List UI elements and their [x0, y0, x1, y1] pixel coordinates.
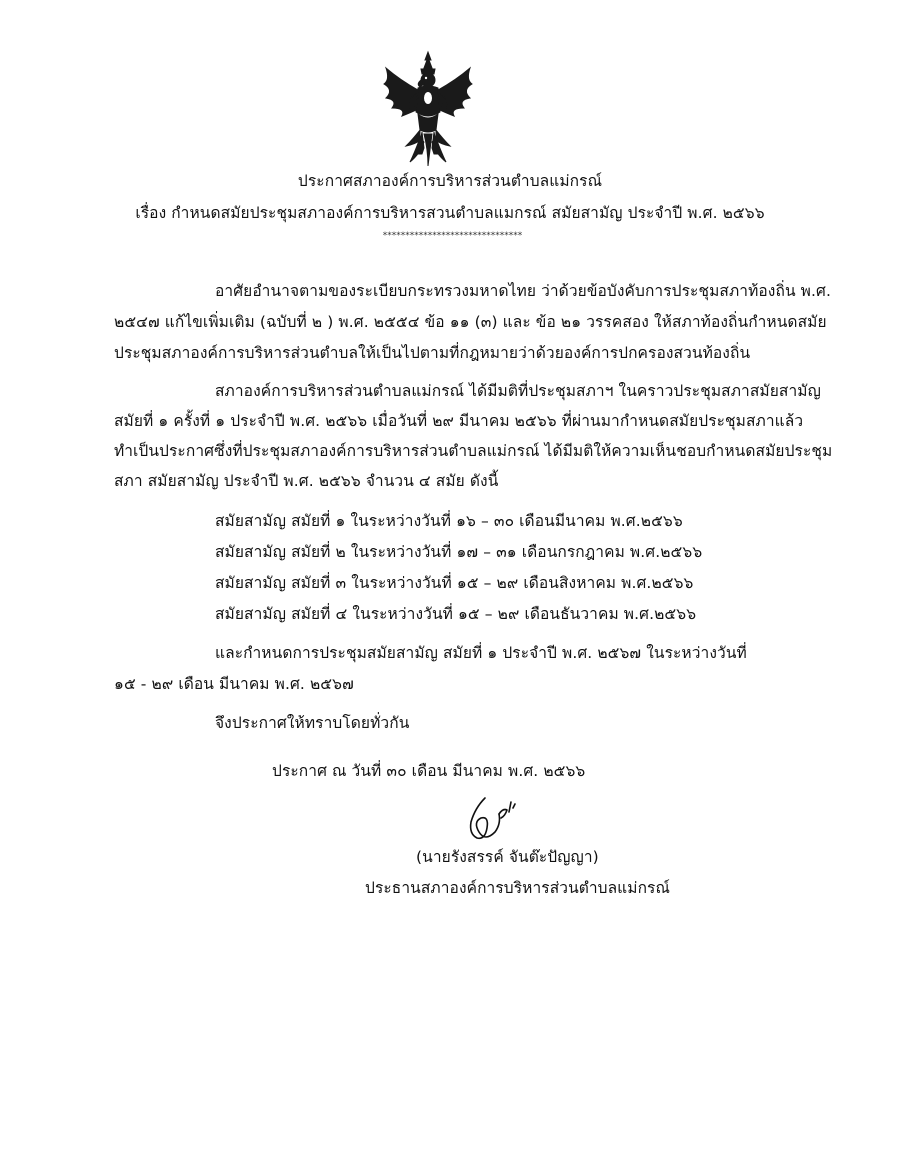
document-subject: เรื่อง กำหนดสมัยประชุมสภาองค์การบริหารสวนตำบลแมกรณ์ สมัยสามัญ ประจำปี พ.ศ. ๒๕๖๖ [135, 204, 765, 222]
handwritten-signature-icon [455, 788, 525, 848]
announcement-text: จึงประกาศให้ทราบโดยทั่วกัน [215, 714, 410, 732]
signer-name: (นายรังสรรค์ จันต๊ะปัญญา) [416, 848, 599, 866]
announcement-date: ประกาศ ณ วันที่ ๓๐ เดือน มีนาคม พ.ศ. ๒๕๖๖ [272, 762, 586, 780]
paragraph3-line2: ๑๕ - ๒๙ เดือน มีนาคม พ.ศ. ๒๕๖๗ [114, 675, 354, 693]
garuda-emblem-icon [376, 50, 480, 168]
paragraph1-line1: อาศัยอำนาจตามของระเบียบกระทรวงมหาดไทย ว่าด้วยข้อบังคับการประชุมสภาท้องถิ่น พ.ศ. [215, 282, 831, 300]
paragraph1-line2: ๒๕๔๗ แก้ไขเพิ่มเติม (ฉบับที่ ๒ ) พ.ศ. ๒๕๕๔ ข้อ ๑๑ (๓) และ ข้อ ๒๑ วรรคสอง ให้สภาท้องถิ่นกำหนดสมัย [114, 313, 827, 331]
separator-line: ******************************* [382, 231, 523, 241]
paragraph2-line4: สภา สมัยสามัญ ประจำปี พ.ศ. ๒๕๖๖ จำนวน ๔ สมัย ดังนี้ [114, 472, 499, 490]
session-item-2: สมัยสามัญ สมัยที่ ๒ ในระหว่างวันที่ ๑๗ – ๓๑ เดือนกรกฎาคม พ.ศ.๒๕๖๖ [215, 543, 703, 561]
paragraph1-line3: ประชุมสภาองค์การบริหารส่วนตำบลให้เป็นไปตามที่กฎหมายว่าด้วยองค์การปกครองสวนท้องถิ่น [114, 344, 751, 362]
session-item-4: สมัยสามัญ สมัยที่ ๔ ในระหว่างวันที่ ๑๕ – ๒๙ เดือนธันวาคม พ.ศ.๒๕๖๖ [215, 605, 697, 623]
session-item-3: สมัยสามัญ สมัยที่ ๓ ในระหว่างวันที่ ๑๕ – ๒๙ เดือนสิงหาคม พ.ศ.๒๕๖๖ [215, 574, 694, 592]
paragraph2-line1: สภาองค์การบริหารส่วนตำบลแม่กรณ์ ได้มีมติที่ประชุมสภาฯ ในคราวประชุมสภาสมัยสามัญ [215, 382, 821, 400]
paragraph3-line1: และกำหนดการประชุมสมัยสามัญ สมัยที่ ๑ ประจำปี พ.ศ. ๒๕๖๗ ในระหว่างวันที่ [215, 644, 747, 662]
document-title: ประกาศสภาองค์การบริหารส่วนตำบลแม่กรณ์ [297, 172, 603, 190]
paragraph2-line2: สมัยที่ ๑ ครั้งที่ ๑ ประจำปี พ.ศ. ๒๕๖๖ เมื่อวันที่ ๒๙ มีนาคม ๒๕๖๖ ที่ผ่านมากำหนดสมัยประชุมสภาแล้ว [114, 412, 804, 430]
signer-title: ประธานสภาองค์การบริหารส่วนตำบลแม่กรณ์ [365, 879, 670, 897]
session-item-1: สมัยสามัญ สมัยที่ ๑ ในระหว่างวันที่ ๑๖ – ๓๐ เดือนมีนาคม พ.ศ.๒๕๖๖ [215, 512, 683, 530]
paragraph2-line3: ทำเป็นประกาศซึ่งที่ประชุมสภาองค์การบริหารส่วนตำบลแม่กรณ์ ได้มีมติให้ความเห็นชอบกำหนดสมัยประชุม [114, 442, 833, 460]
